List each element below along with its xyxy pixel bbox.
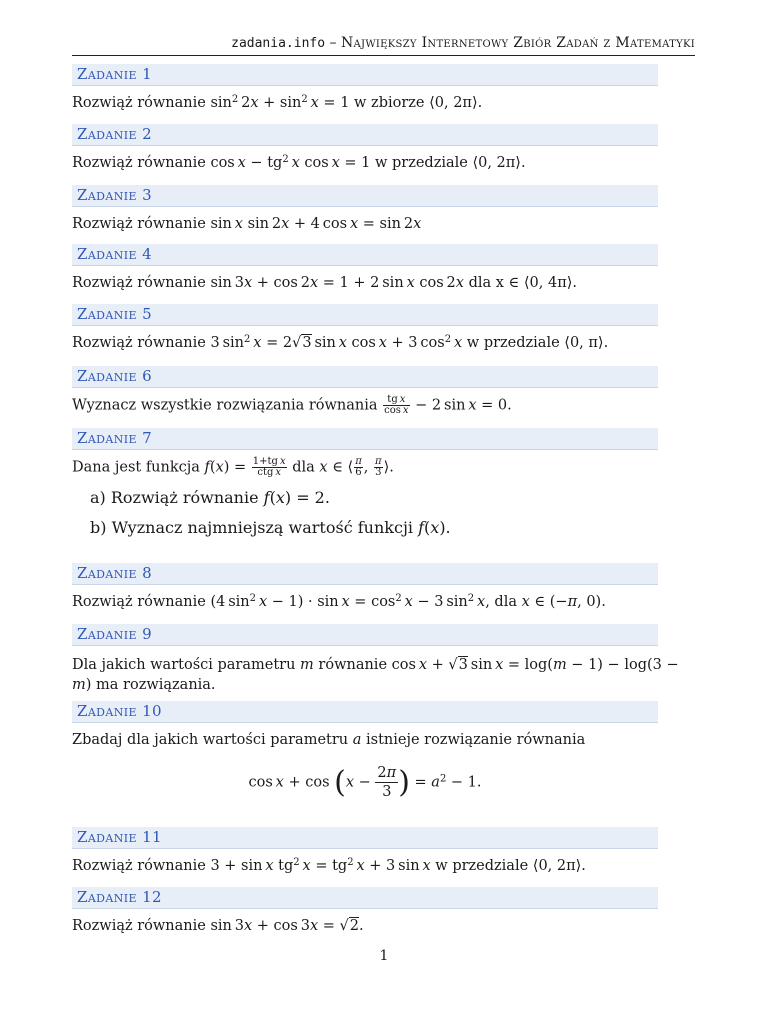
- subtask-a: a) Rozwiąż równanie f(x) = 2.: [90, 488, 330, 507]
- task-text: Rozwiąż równanie (4 $\sin^2 x - 1) \cdot \sin x = \cos^2 x - 3$ $\sin^2 x$, dla x ∈ (−π, 0).: [72, 593, 606, 610]
- task-3: [72, 185, 658, 234]
- task-title: Zadanie 9: [72, 624, 658, 646]
- task-text: Rozwiąż równanie sin 3x + cos 3x = √2.: [72, 918, 364, 934]
- task-title: Zadanie 12: [72, 887, 658, 909]
- task-title: Zadanie 6: [72, 366, 658, 388]
- task-text: Rozwiąż równanie sin 3x + cos 2x = 1 + 2 sin x cos 2x dla x ∈ ⟨0, 4π⟩.: [72, 275, 578, 291]
- task-title: Zadanie 8: [72, 563, 658, 585]
- task-7: [72, 428, 658, 548]
- task-text: Zbadaj dla jakich wartości parametru a istnieje rozwiązanie równania: [72, 732, 586, 748]
- task-8: [72, 563, 658, 612]
- task-4: [72, 244, 658, 293]
- task-title: Zadanie 1: [72, 64, 658, 86]
- task-title: Zadanie 4: [72, 244, 658, 266]
- task-title: Zadanie 10: [72, 701, 658, 723]
- task-text: Rozwiąż równanie $\cos x - tg^2$ x cos x = 1 w przedziale ⟨0, 2π⟩.: [72, 154, 526, 171]
- task-1: [72, 64, 658, 113]
- task-5: [72, 304, 658, 353]
- task-text: Wyznacz wszystkie rozwiązania równania $\frac{\text{tg x}}{\text{cos x}}$ − 2 sin x = 0.: [72, 394, 512, 416]
- task-2: [72, 124, 658, 173]
- task-10: [72, 701, 658, 801]
- task-11: [72, 827, 658, 876]
- task-6: [72, 366, 658, 416]
- task-text: Rozwiąż równanie 3 $\sin^2 x = 2√3$ sin x cos x + 3 $\cos^2 x$ w przedziale ⟨0, π⟩.: [72, 334, 609, 351]
- subtask-b: b) Wyznacz najmniejszą wartość funkcji f(x).: [90, 518, 451, 537]
- task-12: [72, 887, 658, 936]
- task-title: Zadanie 7: [72, 428, 658, 450]
- subtask-list: [90, 488, 658, 538]
- page-header: [72, 35, 695, 56]
- header-dash: –: [325, 35, 341, 51]
- site-name: zadania.info: [231, 36, 326, 51]
- task-text: Dana jest funkcja f(x) = $\frac{\text{1+tg x}}{\text{ctg x}}$ dla x ∈ ⟨ $\frac{\pi}{6}$ , $\frac{\pi}{3}$ ⟩.: [72, 456, 394, 478]
- task-text: Rozwiąż równanie $\sin^2 2x + \sin^2 x = 1$ w zbiorze ⟨0, 2π⟩.: [72, 94, 483, 111]
- task-title: Zadanie 3: [72, 185, 658, 207]
- header-title: Największy Internetowy Zbiór Zadań z Matematyki: [340, 35, 695, 51]
- task-text: Dla jakich wartości parametru m równanie cos x + √3 sin x = log(m − 1) − log(3 − m) ma rozwiązania.: [72, 657, 679, 693]
- task-9: [72, 624, 679, 695]
- task-title: Zadanie 11: [72, 827, 658, 849]
- page-number: 1: [379, 948, 389, 964]
- task-title: Zadanie 2: [72, 124, 658, 146]
- task-title: Zadanie 5: [72, 304, 658, 326]
- task-text: Rozwiąż równanie 3 + sin x $tg^2$ $x = tg^2$ x + 3 sin x w przedziale ⟨0, 2π⟩.: [72, 857, 586, 874]
- task-text: Rozwiąż równanie sin x sin 2x + 4 cos x = sin 2x: [72, 216, 422, 232]
- display-equation: cos x + cos (x − $\frac{2\pi}{3}$ ) = $a^2 - 1$.: [248, 765, 482, 800]
